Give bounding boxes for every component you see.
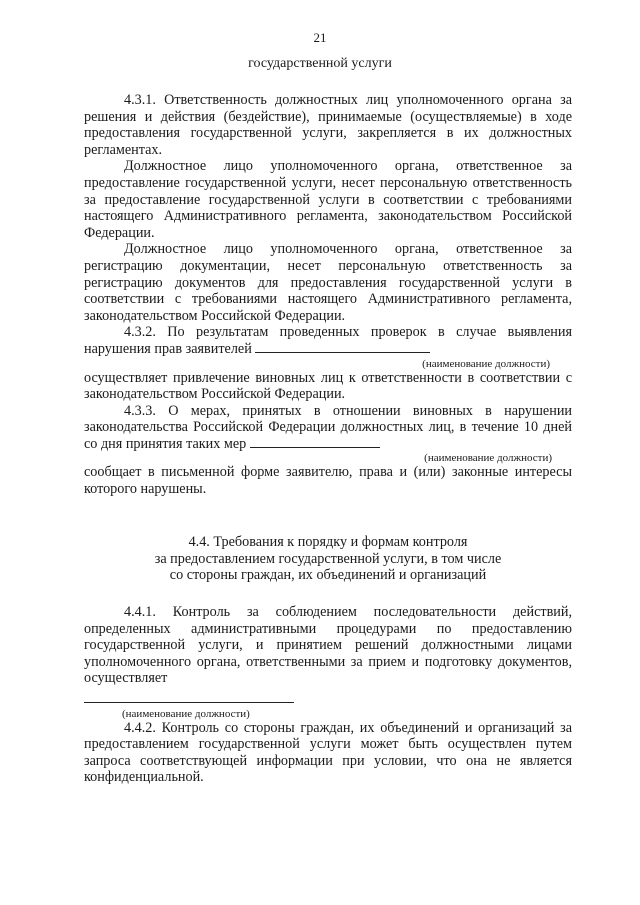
paragraph-4-4-1: 4.4.1. Контроль за соблюдением последовательности действий, определенных административными процедурами по предоставлению государственной услуги, и принятием решений должностными лицами уполномоченного органа, ответственными за прием и подготовку документов, осуществляет xyxy=(84,604,572,687)
section-title-line-2: за предоставлением государственной услуги, в том числе xyxy=(154,550,502,567)
caption-position-1: (наименование должности) xyxy=(422,357,550,370)
section-4-4-body xyxy=(84,604,572,786)
paragraph-4-3-1: 4.3.1. Ответственность должностных лиц уполномоченного органа за решения и действия (бездействие), принимаемые (осуществляемые) в ходе предоставления государственной услуги, закрепляется в их должностных регламентах. xyxy=(84,92,572,158)
paragraph-responsibility-registration: Должностное лицо уполномоченного органа, ответственное за регистрацию документации, несет персональную ответственность за регистрацию документов для предоставления государственной услуги в соответствии с требованиями настоящего Административного регламента, законодательством Российской Федерации. xyxy=(84,241,572,324)
paragraph-4-3-3-continued: сообщает в письменной форме заявителю, права и (или) законные интересы которого нарушены. xyxy=(84,464,572,498)
caption-position-3: (наименование должности) xyxy=(122,707,250,720)
paragraph-4-3-3-text: 4.3.3. О мерах, принятых в отношении виновных в нарушении законодательства Российской Федерации должностных лиц, в течение 10 дней со дня принятия таких мер xyxy=(84,402,572,452)
paragraph-responsibility-provision: Должностное лицо уполномоченного органа, ответственное за предоставление государственной услуги, несет персональную ответственность за предоставление государственной услуги в соответствии с требованиями настоящего Административного регламента, законодательством Российской Федерации. xyxy=(84,158,572,241)
paragraph-4-3-2-text: 4.3.2. По результатам проведенных проверок в случае выявления нарушения прав заявителей xyxy=(84,324,572,357)
paragraph-4-3-2 xyxy=(84,324,572,357)
fill-line-position-2 xyxy=(250,447,380,448)
fill-line-position-3-wrap xyxy=(84,691,572,708)
section-title-line-1: 4.4. Требования к порядку и формам контроля xyxy=(188,534,468,550)
paragraph-4-3-3 xyxy=(84,403,572,453)
section-4-4-title xyxy=(84,534,572,584)
paragraph-4-4-2: 4.4.2. Контроль со стороны граждан, их объединений и организаций за предоставлением государственной услуги может быть осуществлен путем запроса соответствующей информации при условии, что она не является конфиденциальной. xyxy=(84,719,572,786)
paragraph-4-3-2-continued: осуществляет привлечение виновных лиц к ответственности в соответствии с законодательством Российской Федерации. xyxy=(84,369,572,403)
fill-line-position-3 xyxy=(84,702,294,703)
page-header: государственной услуги xyxy=(248,56,392,71)
fill-line-position-1 xyxy=(255,352,430,353)
caption-position-2: (наименование должности) xyxy=(424,452,552,465)
section-title-line-3: со стороны граждан, их объединений и организаций xyxy=(169,567,487,584)
section-4-3-body xyxy=(84,92,572,498)
page-number: 21 xyxy=(313,30,327,45)
